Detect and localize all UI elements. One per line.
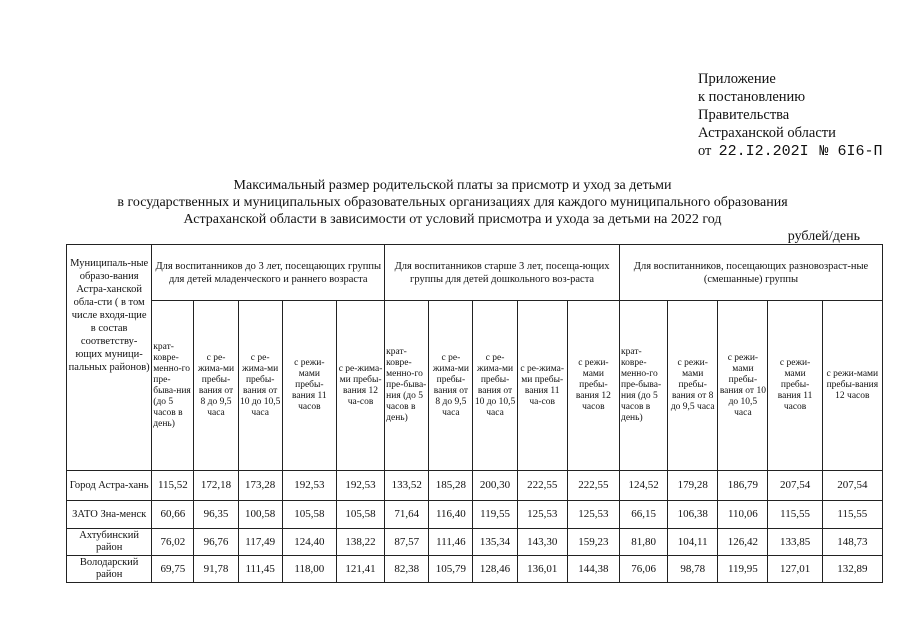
table-cell: 124,40 (282, 529, 336, 556)
row-header: Муниципаль-ные образо-вания Астра-ханской обла-сти ( в том числе входя-щие в состав соответству-ющих муници-пальных районов) (67, 245, 152, 471)
group-header-mixed: Для воспитанников, посещающих разновозраст-ные (смешанные) группы (619, 245, 882, 301)
table-cell: 200,30 (473, 471, 517, 501)
table-cell: 116,40 (429, 501, 473, 529)
table-cell: 136,01 (517, 556, 567, 583)
table-cell: 105,58 (336, 501, 384, 529)
appendix-line-3: Правительства (698, 107, 790, 123)
decree-number: № 6I6-П (819, 143, 883, 160)
table-cell: 135,34 (473, 529, 517, 556)
table-row (67, 471, 883, 501)
appendix-line-2: к постановлению (698, 89, 806, 105)
appendix-block (698, 70, 883, 161)
table-cell: 81,80 (619, 529, 667, 556)
group-header-under-3: Для воспитанников до 3 лет, посещающих группы для детей младенческого и раннего возраста (152, 245, 385, 301)
document-title (0, 177, 905, 228)
group-header-over-3: Для воспитанников старше 3 лет, посеща-ющих группы для детей дошкольного воз-раста (385, 245, 620, 301)
fee-table (66, 244, 883, 583)
subheader: с ре-жима-ми пребы-вания от 8 до 9,5 часа (194, 301, 238, 471)
table-row (67, 529, 883, 556)
subheader: крат-ковре-менно-го пре-быва-ния (до 5 часов в день) (152, 301, 194, 471)
subheader: с режи-мами пребы-вания 12 часов (822, 301, 882, 471)
table-cell: 185,28 (429, 471, 473, 501)
table-cell: 192,53 (336, 471, 384, 501)
table-cell: 172,18 (194, 471, 238, 501)
row-name: ЗАТО Зна-менск (67, 501, 152, 529)
table-cell: 105,58 (282, 501, 336, 529)
row-name: Володарский район (67, 556, 152, 583)
appendix-date-line (698, 142, 883, 161)
row-name: Ахтубинский район (67, 529, 152, 556)
table-cell: 60,66 (152, 501, 194, 529)
appendix-line-4: Астраханской области (698, 125, 836, 141)
table-cell: 87,57 (385, 529, 429, 556)
table-row (67, 501, 883, 529)
table-cell: 111,45 (238, 556, 282, 583)
table-cell: 66,15 (619, 501, 667, 529)
table-cell: 148,73 (822, 529, 882, 556)
table-cell: 96,76 (194, 529, 238, 556)
table-cell: 133,52 (385, 471, 429, 501)
table-cell: 127,01 (768, 556, 822, 583)
table-cell: 125,53 (517, 501, 567, 529)
table-cell: 115,55 (768, 501, 822, 529)
table-cell: 132,89 (822, 556, 882, 583)
unit-label: рублей/день (787, 229, 860, 244)
table-cell: 98,78 (668, 556, 718, 583)
table-cell: 104,11 (668, 529, 718, 556)
table-cell: 179,28 (668, 471, 718, 501)
table-cell: 117,49 (238, 529, 282, 556)
table-cell: 111,46 (429, 529, 473, 556)
subheader: крат-ковре-менно-го пре-быва-ния (до 5 часов в день) (385, 301, 429, 471)
table-cell: 186,79 (718, 471, 768, 501)
table-cell: 125,53 (567, 501, 619, 529)
title-line-1: Максимальный размер родительской платы за присмотр и уход за детьми (233, 178, 672, 193)
subheader: с ре-жима-ми пребы-вания от 8 до 9,5 часа (429, 301, 473, 471)
table-cell: 133,85 (768, 529, 822, 556)
table-cell: 115,55 (822, 501, 882, 529)
table-cell: 207,54 (822, 471, 882, 501)
subheader: с режи-мами пребы-вания 12 часов (567, 301, 619, 471)
table-cell: 222,55 (517, 471, 567, 501)
table-cell: 82,38 (385, 556, 429, 583)
table-cell: 96,35 (194, 501, 238, 529)
table-cell: 138,22 (336, 529, 384, 556)
table-cell: 126,42 (718, 529, 768, 556)
table-cell: 118,00 (282, 556, 336, 583)
subheader: с ре-жима-ми пребы-вания от 10 до 10,5 часа (238, 301, 282, 471)
row-name: Город Астра-хань (67, 471, 152, 501)
table-cell: 71,64 (385, 501, 429, 529)
appendix-line-1: Приложение (698, 71, 776, 87)
table-cell: 69,75 (152, 556, 194, 583)
decree-date: 22.I2.202I (718, 143, 809, 160)
table-cell: 128,46 (473, 556, 517, 583)
table-cell: 100,58 (238, 501, 282, 529)
table-cell: 124,52 (619, 471, 667, 501)
date-prefix: от (698, 143, 712, 159)
table-cell: 106,38 (668, 501, 718, 529)
title-line-3: Астраханской области в зависимости от условий присмотра и ухода за детьми на 2022 год (183, 212, 722, 227)
subheader: с режи-мами пребы-вания 11 часов (282, 301, 336, 471)
subheader: с ре-жима-ми пребы-вания от 10 до 10,5 часа (473, 301, 517, 471)
table-cell: 119,55 (473, 501, 517, 529)
table-cell: 143,30 (517, 529, 567, 556)
subheader: с режи-мами пребы-вания от 10 до 10,5 часа (718, 301, 768, 471)
table-row (67, 556, 883, 583)
table-cell: 207,54 (768, 471, 822, 501)
table-cell: 76,06 (619, 556, 667, 583)
subheader: крат-ковре-менно-го пре-быва-ния (до 5 часов в день) (619, 301, 667, 471)
subheader: с режи-мами пребы-вания 11 часов (768, 301, 822, 471)
subheader: с режи-мами пребы-вания от 8 до 9,5 часа (668, 301, 718, 471)
table-cell: 144,38 (567, 556, 619, 583)
table-cell: 121,41 (336, 556, 384, 583)
table-cell: 192,53 (282, 471, 336, 501)
table-cell: 110,06 (718, 501, 768, 529)
table-cell: 105,79 (429, 556, 473, 583)
subheader: с ре-жима-ми пребы-вания 12 ча-сов (336, 301, 384, 471)
table-cell: 119,95 (718, 556, 768, 583)
table-cell: 91,78 (194, 556, 238, 583)
table-cell: 173,28 (238, 471, 282, 501)
table-cell: 115,52 (152, 471, 194, 501)
table-cell: 159,23 (567, 529, 619, 556)
subheader: с ре-жима-ми пребы-вания 11 ча-сов (517, 301, 567, 471)
table-cell: 222,55 (567, 471, 619, 501)
table-cell: 76,02 (152, 529, 194, 556)
title-line-2: в государственных и муниципальных образовательных организациях для каждого муниципального образования (117, 195, 788, 210)
